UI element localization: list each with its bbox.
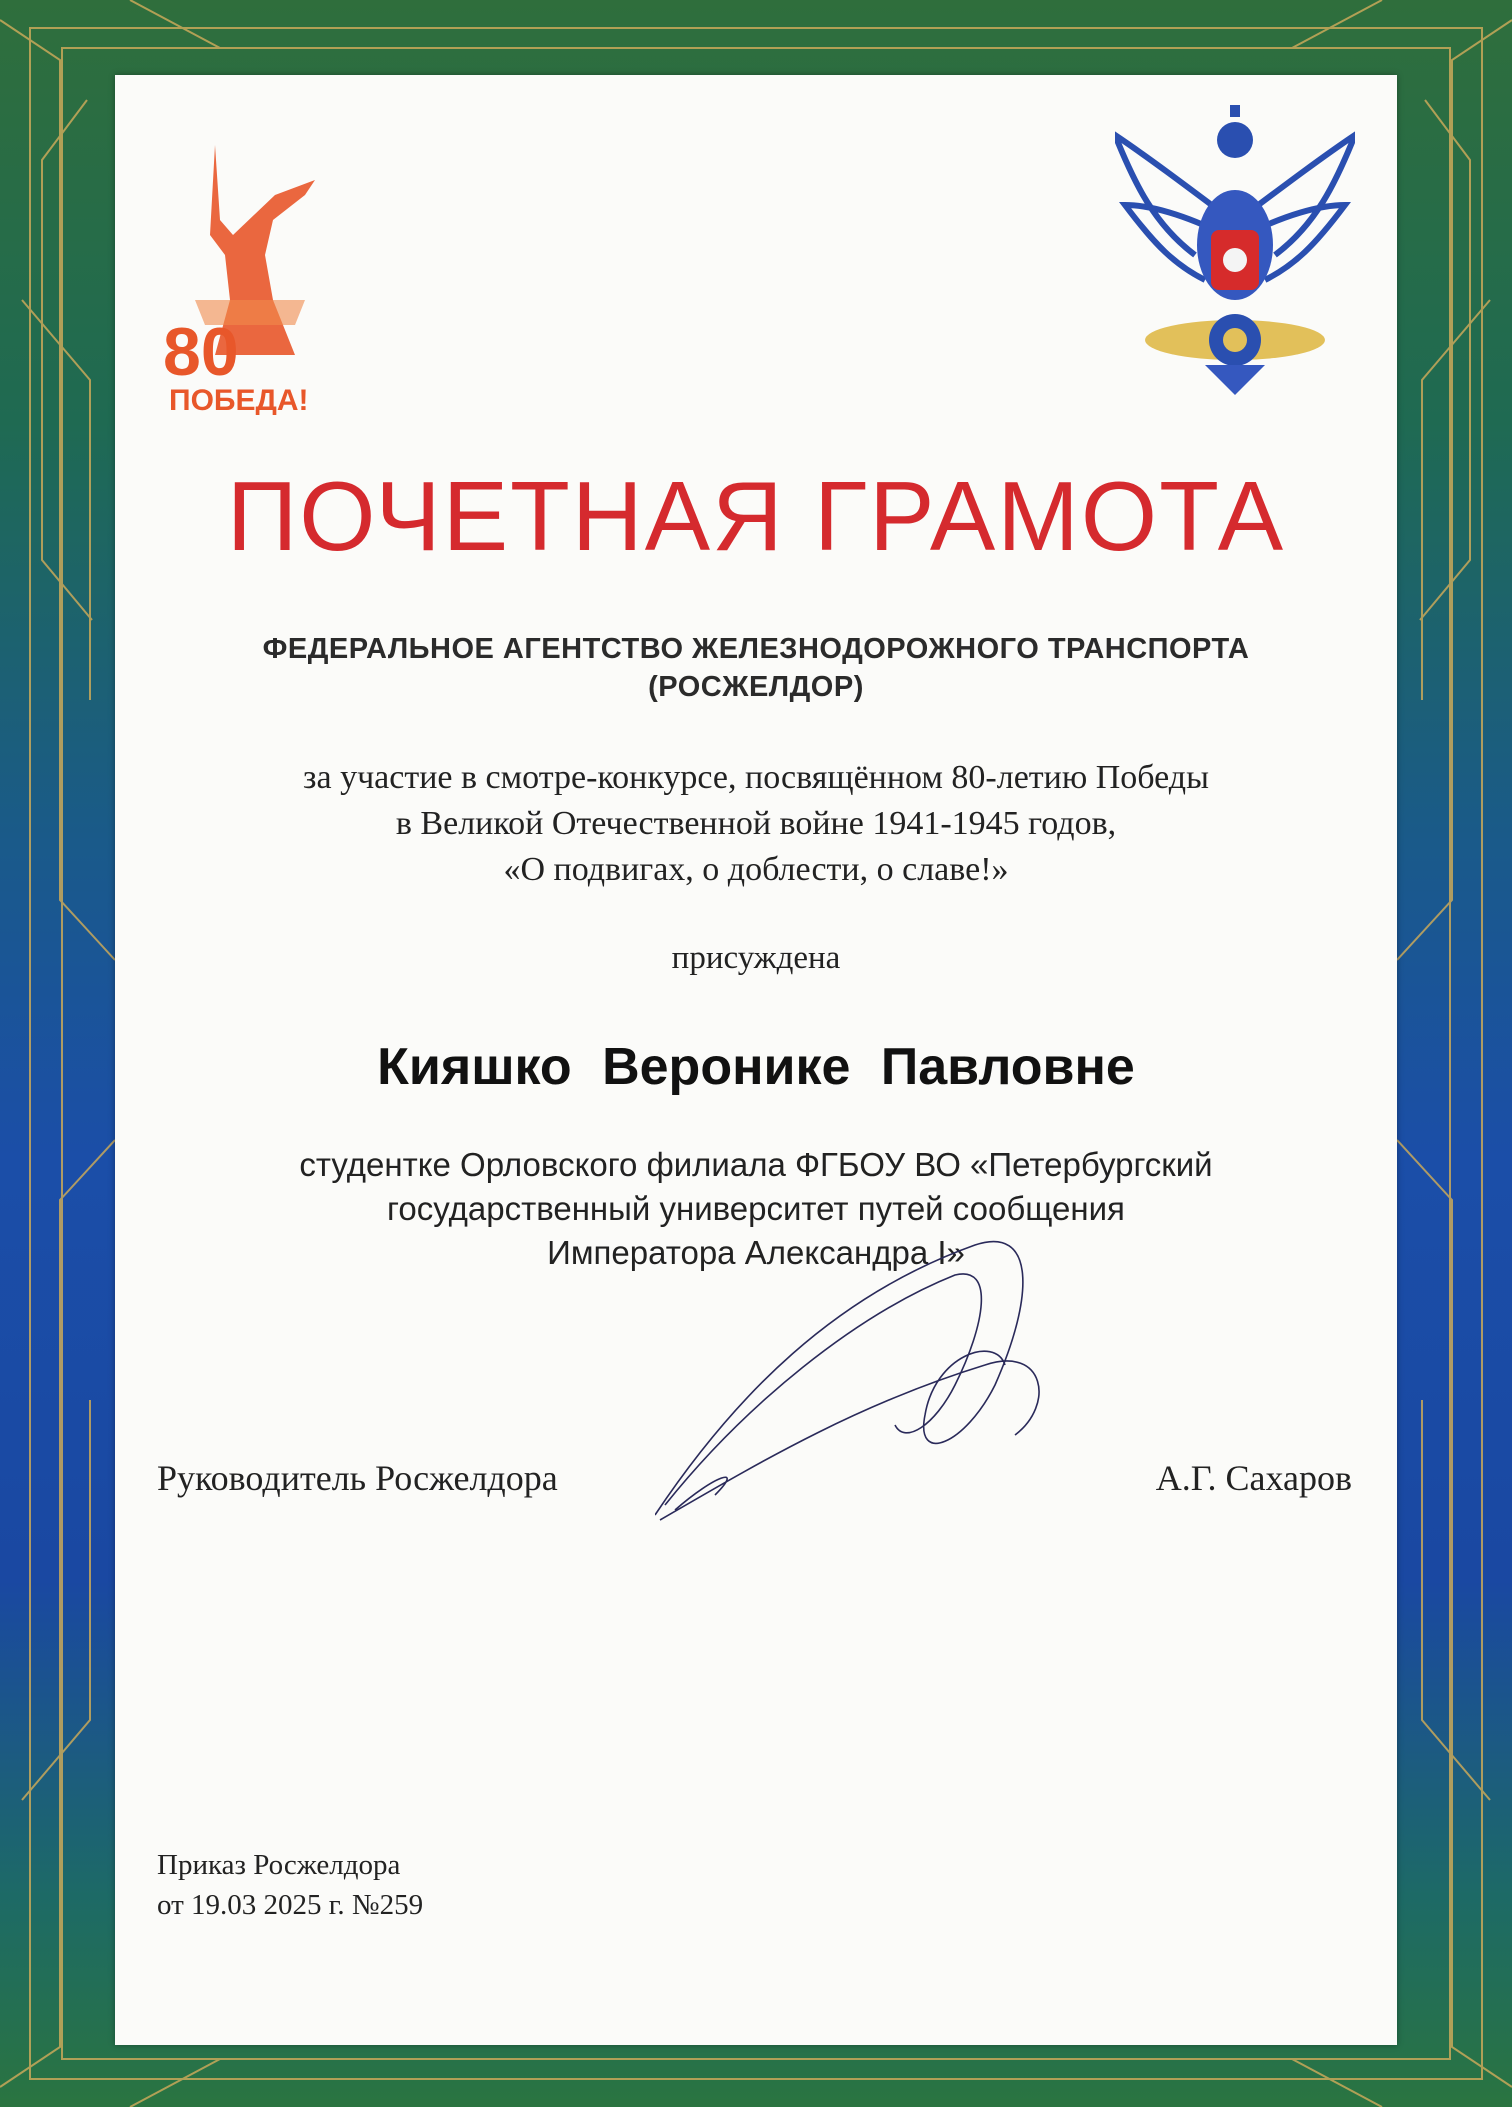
logo-number: 80	[163, 314, 239, 390]
awarded-label: присуждена	[671, 940, 841, 976]
role-line-3: Императора Александра I»	[547, 1234, 965, 1271]
victory-80-logo	[155, 125, 325, 415]
award-reason	[115, 755, 1397, 893]
handwritten-signature	[655, 1235, 1095, 1635]
signatory-title: Руководитель Росжелдора	[157, 1458, 558, 1498]
role-line-1: студентке Орловского филиала ФГБОУ ВО «Петербургский	[299, 1146, 1213, 1183]
agency-line-2: (РОСЖЕЛДОР)	[648, 671, 864, 703]
double-headed-eagle-icon	[1115, 95, 1355, 395]
recipient-name: Кияшко Веронике Павловне	[377, 1038, 1135, 1096]
logo-word: ПОБЕДА!	[169, 384, 309, 415]
certificate-title: ПОЧЕТНАЯ ГРАМОТА	[226, 461, 1286, 571]
agency-line-1: ФЕДЕРАЛЬНОЕ АГЕНТСТВО ЖЕЛЕЗНОДОРОЖНОГО ТРАНСПОРТА	[262, 633, 1250, 665]
certificate-paper	[115, 75, 1397, 2045]
role-line-2: государственный университет путей сообщения	[387, 1190, 1125, 1227]
order-line-2: от 19.03 2025 г. №259	[157, 1889, 424, 1921]
order-reference	[157, 1845, 423, 1925]
signatory-name: А.Г. Сахаров	[1155, 1458, 1352, 1498]
reason-line-3: «О подвигах, о доблести, о славе!»	[503, 851, 1009, 888]
reason-line-2: в Великой Отечественной войне 1941-1945 годов,	[395, 805, 1117, 842]
agency-name	[115, 630, 1397, 706]
order-line-1: Приказ Росжелдора	[157, 1849, 401, 1881]
reason-line-1: за участие в смотре-конкурсе, посвящённом 80-летию Победы	[303, 759, 1209, 796]
